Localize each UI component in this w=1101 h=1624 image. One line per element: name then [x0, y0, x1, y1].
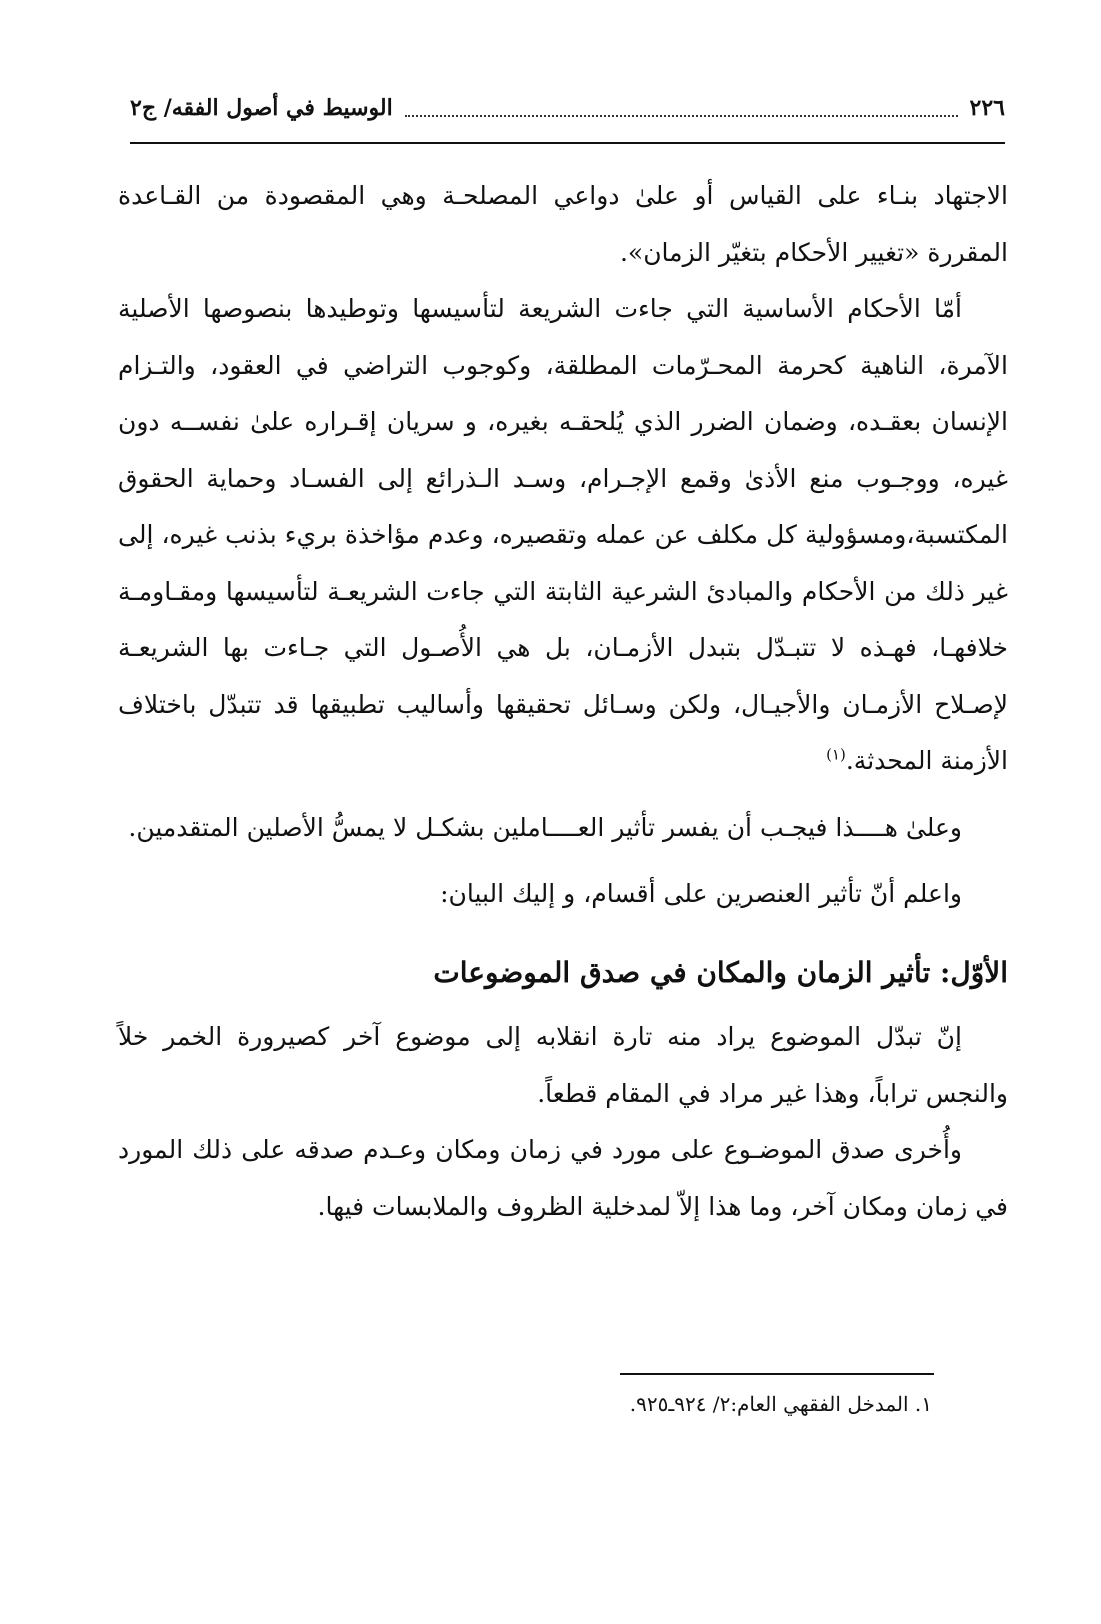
main-text: [118, 168, 1008, 1235]
section-heading: الأوّل: تأثير الزمان والمكان في صدق الموضوعات: [433, 955, 1008, 989]
footnote-reference[interactable]: (١): [826, 745, 846, 764]
header-rule: [130, 142, 1005, 144]
running-header: [130, 88, 1005, 128]
footnote-rule: [620, 1373, 934, 1375]
header-dotted-leader: [405, 115, 958, 117]
paragraph: وعلىٰ هــــذا فيجـب أن يفسر تأثير العــــاملين بشكـل لا يمسُّ الأصلين المتقدمين.: [128, 812, 962, 842]
paragraph-text: أمّا الأحكام الأساسية التي جاءت الشريعة لتأسيسها وتوطيدها بنصوصها الأصلية الآمرة، الناهية كحرمة المحـرّمات المطلقة، وكوجوب التراضي في العقود، والتـزام الإنسان بعقـده، وضمان الضرر الذي يُلحقـه بغيره، و سريان إقـراره علىٰ نفســه دون غيره، ووجـوب منع الأذىٰ وقمع الإجـرام، وسـد الـذرائع إلى الفسـاد وحماية الحقوق المكتسبة،ومسؤولية كل مكلف عن عمله وتقصيره، وعدم مؤاخذة بريء بذنب غيره، إلى غير ذلك من الأحكام والمبادئ الشرعية الثابتة التي جاءت الشريعـة لتأسيسها ومقـاومـة خلافهـا، فهـذه لا تتبـدّل بتبدل الأزمـان، بل هي الأُصـول التي جـاءت بها الشريعـة لإصـلاح الأزمـان والأجيـال، ولكن وسـائل تحقيقها وأساليب تطبيقها قد تتبدّل باختلاف الأزمنة المحدثة.: [118, 294, 1008, 775]
paragraph: إنّ تبدّل الموضوع يراد منه تارة انقلابه إلى موضوع آخر كصيرورة الخمر خلاً والنجس تراباً، وهذا غير مراد في المقام قطعاً.: [118, 1022, 1008, 1108]
page-number: ٢٢٦: [969, 95, 1005, 121]
footnote: [500, 1386, 932, 1422]
paragraph: الاجتهاد بنـاء على القياس أو علىٰ دواعي المصلحـة وهي المقصودة من القـاعدة المقررة «تغيير الأحكام بتغيّر الزمان».: [118, 181, 1008, 267]
paragraph: [118, 281, 1008, 790]
footnote-text: ١. المدخل الفقهي العام:٢/ ٩٢٤ـ٩٢٥.: [629, 1392, 932, 1416]
paragraph: وأُخرى صدق الموضـوع على مورد في زمان ومكان وعـدم صدقه على ذلك المورد في زمان ومكان آخر، وما هذا إلاّ لمدخلية الظروف والملابسات فيها.: [118, 1135, 1008, 1221]
running-title: الوسيط في أصول الفقه/ ج٢: [130, 95, 393, 121]
paragraph: واعلم أنّ تأثير العنصرين على أقسام، و إليك البيان:: [440, 879, 962, 908]
